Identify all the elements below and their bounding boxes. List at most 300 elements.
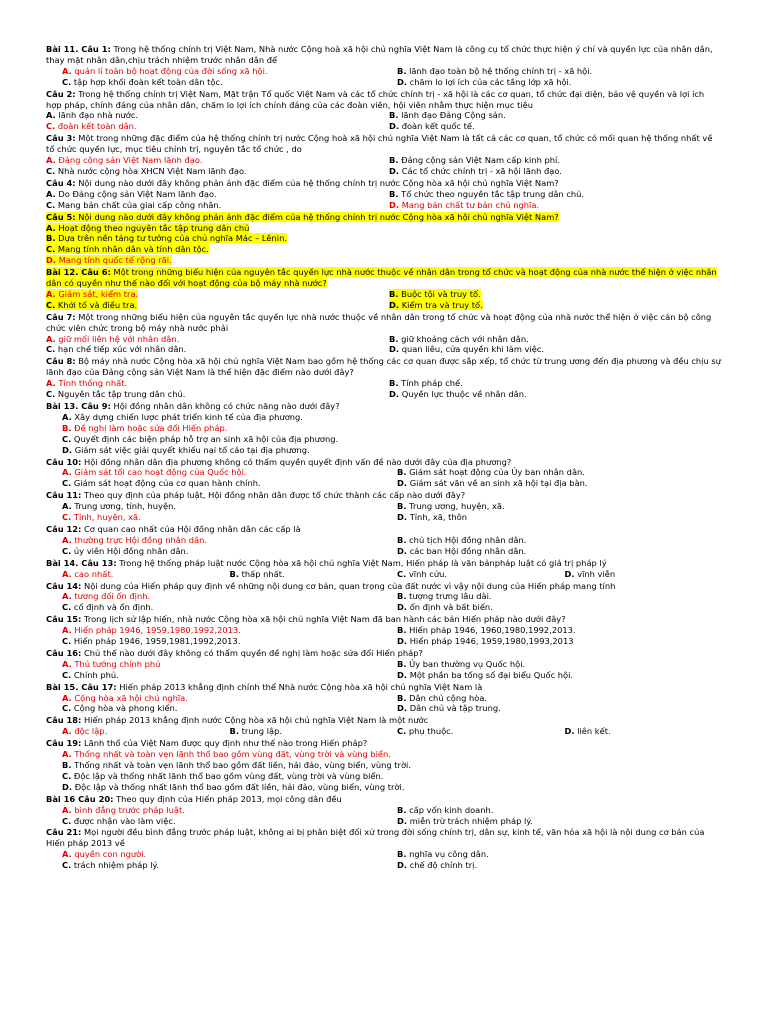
answer-option [62, 816, 387, 827]
question-text: Một trong những biểu hiện của nguyên tắc quyền lực nhà nước thuộc về nhân dân trong tổ chức và hoạt động của nhà nước thể hiện ở việc nhân dân có quyền như thế nào đối với hoạt động của bộ máy nhà nước? [46, 267, 717, 289]
option-letter: D. [389, 299, 400, 310]
answer-option [230, 569, 388, 580]
option-text: Thống nhất và toàn vẹn lãnh thổ bao gồm vùng đất, vùng trời và vùng biển. [74, 749, 391, 760]
option-text: Hiến pháp 1946, 1959,1981,1992,2013. [73, 636, 241, 647]
option-text: Mang bản chất tư bản chủ nghĩa. [401, 199, 540, 210]
answer-option [389, 378, 722, 389]
option-letter: D. [564, 568, 575, 579]
question-number: Bài 12. Câu 6: [46, 267, 111, 278]
answer-option [46, 389, 379, 400]
option-text: Thủ tướng chính phủ [74, 658, 161, 669]
option-letter: D. [46, 255, 57, 266]
option-text: đoàn kết toàn dân. [57, 121, 137, 132]
answer-options [46, 625, 722, 647]
option-text: miễn trừ trách nhiệm pháp lý. [409, 815, 533, 826]
answer-option [62, 782, 722, 793]
answer-option [62, 693, 387, 704]
question-number: Câu 3: [46, 133, 76, 144]
option-text: cấp vốn kinh doanh. [409, 804, 494, 815]
option-letter: A. [62, 692, 72, 703]
option-text: Tính thống nhất. [58, 378, 128, 389]
answer-options [46, 155, 722, 177]
option-letter: A. [62, 591, 72, 602]
question-b13c9 [46, 401, 722, 456]
answer-option [46, 255, 722, 266]
option-text: Do Đảng cộng sản Việt Nam lãnh đạo. [58, 188, 217, 199]
option-text: Một phần ba tổng số đại biểu Quốc hội. [409, 669, 574, 680]
question-c10 [46, 457, 722, 490]
question-number: Câu 19: [46, 738, 82, 749]
answer-options [46, 334, 722, 356]
question-number: Câu 16: [46, 647, 82, 658]
option-text: quan liêu, cửa quyền khi làm việc. [401, 344, 545, 355]
answer-option [62, 434, 722, 445]
question-number: Câu 7: [46, 311, 76, 322]
option-letter: D. [389, 165, 400, 176]
option-text: Các tổ chức chính trị - xã hội lãnh đạo. [401, 165, 562, 176]
option-text: Xây dựng chiến lược phát triển kinh tế của địa phương. [74, 411, 303, 422]
answer-option [62, 569, 220, 580]
question-text: Lãnh thổ của Việt Nam được quy định như thế nào trong Hiến pháp? [81, 738, 368, 749]
answer-option [62, 535, 387, 546]
option-text: Giám sát hoạt động của cơ quan hành chính. [73, 478, 261, 489]
option-letter: A. [46, 222, 56, 233]
option-text: chủ tịch Hội đồng nhân dân. [409, 534, 527, 545]
option-letter: A. [62, 658, 72, 669]
question-b14c13 [46, 558, 722, 580]
option-letter: B. [229, 726, 239, 737]
question-number: Câu 10: [46, 456, 82, 467]
question-number: Bài 16 Câu 20: [46, 793, 114, 804]
answer-option [46, 344, 379, 355]
option-letter: B. [229, 568, 239, 579]
answer-option [397, 860, 722, 871]
answer-options [46, 289, 722, 311]
question-text: Trong hệ thống pháp luật nước Cộng hòa xã hội chủ nghĩa Việt Nam, Hiến pháp là văn bảnpháp luật có giá trị pháp lý [116, 557, 607, 568]
option-letter: C. [46, 344, 56, 355]
question-c4 [46, 178, 722, 211]
question-stem [46, 648, 722, 659]
option-letter: D. [397, 545, 408, 556]
question-number: Câu 15: [46, 614, 82, 625]
question-number: Câu 2: [46, 88, 76, 99]
option-letter: D. [397, 860, 408, 871]
option-letter: D. [389, 389, 400, 400]
option-letter: B. [62, 422, 72, 433]
answer-option [389, 289, 722, 300]
question-c21 [46, 827, 722, 871]
option-text: ủy viên Hội đồng nhân dân. [73, 545, 189, 556]
option-text: Trung ương, tỉnh, huyện. [74, 501, 176, 512]
question-stem [46, 524, 722, 535]
option-letter: A. [62, 534, 72, 545]
question-stem [46, 827, 722, 849]
answer-option [397, 66, 722, 77]
option-text: Kiểm tra và truy tố. [401, 299, 483, 310]
option-letter: B. [397, 591, 407, 602]
option-text: Hiến pháp 1946, 1960,1980,1992,2013. [409, 625, 576, 636]
answer-options [46, 805, 722, 827]
question-text: Trong hệ thống chính trị Việt Nam, Nhà nước Cộng hoà xã hội chủ nghĩa Việt Nam là công cụ tổ chức thực hiện ý chí và quyền lực của nhân dân, thay mặt nhân dân,chịu trách nhiệm trước nhân dân để [46, 44, 713, 65]
option-text: tượng trưng lâu dài. [409, 591, 492, 602]
option-text: Mang tính nhân dân và tính dân tộc. [57, 244, 209, 255]
answer-option [46, 244, 722, 255]
answer-option [397, 77, 722, 88]
option-text: Trung ương, huyện, xã. [409, 501, 505, 512]
question-c14 [46, 581, 722, 614]
answer-option [62, 749, 722, 760]
question-stem [46, 44, 722, 66]
question-c19 [46, 738, 722, 793]
answer-option [397, 467, 722, 478]
option-letter: A. [62, 467, 72, 478]
question-text: Chủ thể nào dưới đây không có thẩm quyền đề nghị làm hoặc sửa đổi Hiến pháp? [81, 647, 423, 658]
answer-options [46, 412, 722, 456]
question-stem [46, 614, 722, 625]
answer-option [389, 200, 722, 211]
answer-options [46, 110, 722, 132]
answer-option [397, 659, 722, 670]
question-c12 [46, 524, 722, 557]
answer-option [389, 389, 722, 400]
option-letter: D. [397, 602, 408, 613]
option-text: trung lập. [241, 726, 283, 737]
option-text: Quyền lực thuộc về nhân dân. [401, 389, 527, 400]
option-letter: A. [46, 333, 56, 344]
option-letter: A. [46, 288, 56, 299]
answer-option [62, 423, 722, 434]
option-text: được nhận vào làm việc. [73, 815, 176, 826]
question-text: Một trong những đặc điểm của hệ thống chính trị nước Cộng hoà xã hội chủ nghĩa Việt Nam là tất cả các cơ quan, tổ chức có mối quan hệ thống nhất về tổ chức quyền lực, mục tiêu chính trị, nguyên tắc tổ chức , do [46, 133, 713, 155]
question-stem [46, 312, 722, 334]
question-c7 [46, 312, 722, 356]
option-letter: D. [397, 669, 408, 680]
question-number: Bài 14. Câu 13: [46, 557, 117, 568]
option-text: cao nhất. [74, 568, 114, 579]
option-text: quản lí toàn bộ hoạt động của đời sống xã hội. [74, 65, 268, 76]
answer-options [46, 659, 722, 681]
option-letter: C. [46, 244, 56, 255]
option-text: Dân chủ và tập trung. [409, 703, 501, 714]
answer-option [46, 289, 379, 300]
question-number: Câu 5: [46, 211, 76, 222]
question-number: Câu 14: [46, 580, 82, 591]
question-text: Nội dung nào dưới đây không phản ánh đặc điểm của hệ thống chính trị nước Cộng hòa xã hội chủ nghĩa Việt Nam? [75, 177, 559, 188]
option-text: Cộng hòa và phong kiến. [73, 703, 178, 714]
option-text: liên kết. [577, 726, 611, 737]
option-letter: D. [564, 726, 575, 737]
question-number: Bài 13. Câu 9: [46, 401, 111, 411]
answer-option [397, 693, 722, 704]
answer-option [62, 659, 387, 670]
answer-options [46, 66, 722, 88]
question-number: Câu 4: [46, 177, 76, 188]
option-letter: C. [397, 726, 407, 737]
answer-options [46, 726, 722, 737]
answer-option [46, 233, 722, 244]
question-text: Hội đồng nhân dân địa phương không có thẩm quyền quyết định vấn đề nào dưới đây của địa phương? [81, 456, 512, 467]
question-c2 [46, 89, 722, 133]
option-letter: C. [62, 770, 72, 781]
answer-option [397, 546, 722, 557]
option-letter: B. [397, 501, 407, 512]
option-letter: B. [397, 658, 407, 669]
answer-options [46, 693, 722, 715]
question-stem [46, 267, 722, 289]
option-text: đoàn kết quốc tế. [401, 121, 475, 132]
answer-option [62, 602, 387, 613]
answer-option [62, 467, 387, 478]
option-letter: C. [46, 389, 56, 400]
answer-option [389, 166, 722, 177]
answer-option [46, 378, 379, 389]
answer-options [46, 535, 722, 557]
answer-option [62, 625, 387, 636]
option-letter: C. [46, 121, 56, 132]
option-letter: B. [389, 110, 399, 121]
option-text: bình đẳng trước pháp luật. [74, 804, 185, 815]
answer-option [62, 849, 387, 860]
option-letter: C. [62, 669, 72, 680]
option-letter: A. [62, 65, 72, 76]
option-text: Nhà nước cộng hòa XHCN Việt Nam lãnh đạo. [57, 165, 247, 176]
answer-options [46, 223, 722, 267]
option-text: ổn định và bất biến. [409, 602, 493, 613]
answer-option [62, 860, 387, 871]
answer-option [46, 121, 379, 132]
option-letter: A. [62, 411, 72, 422]
question-number: Câu 11: [46, 490, 82, 501]
question-text: Nội dung của Hiến pháp quy định về những nội dung cơ bản, quan trọng của đất nước vì vậy nội dung của Hiến pháp mang tính [81, 580, 616, 591]
answer-options [46, 467, 722, 489]
answer-option [397, 703, 722, 714]
option-letter: B. [397, 804, 407, 815]
answer-option [230, 726, 388, 737]
option-text: Dân chủ cộng hòa. [409, 692, 488, 703]
answer-options [46, 378, 722, 400]
answer-option [397, 569, 555, 580]
option-letter: B. [397, 534, 407, 545]
option-text: Cộng hòa xã hội chủ nghĩa. [74, 692, 188, 703]
option-letter: D. [62, 781, 73, 792]
question-text: Hiến pháp 2013 khẳng định nước Cộng hòa xã hội chủ nghĩa Việt Nam là một nước [81, 715, 429, 726]
option-text: vĩnh viễn [577, 568, 616, 579]
answer-option [397, 636, 722, 647]
option-text: Tỉnh, huyện, xã. [73, 512, 141, 523]
answer-option [397, 512, 722, 523]
answer-option [62, 546, 387, 557]
answer-option [46, 334, 379, 345]
question-stem [46, 401, 722, 412]
question-stem [46, 356, 722, 378]
question-stem [46, 558, 722, 569]
option-letter: C. [46, 199, 56, 210]
option-letter: C. [62, 860, 72, 871]
question-number: Câu 12: [46, 523, 82, 534]
option-text: Quyết định các biện pháp hỗ trợ an sinh xã hội của địa phương. [73, 433, 339, 444]
answer-option [62, 771, 722, 782]
option-letter: C. [46, 299, 56, 310]
answer-option [397, 726, 555, 737]
option-letter: D. [397, 478, 408, 489]
answer-option [46, 166, 379, 177]
option-letter: A. [46, 378, 56, 389]
question-text: Hội đồng nhân dân không có chức năng nào dưới đây? [110, 401, 340, 411]
answer-option [389, 110, 722, 121]
question-b11c1 [46, 44, 722, 88]
option-text: Chính phủ. [73, 669, 119, 680]
question-text: Mọi người đều bình đẳng trước pháp luật, không ai bị phân biệt đối xử trong đời sống chính trị, dân sự, kinh tế, văn hóa xã hội là nội dung cơ bản của Hiến pháp 2013 về [46, 827, 705, 849]
option-text: lãnh đạo Đảng Cộng sản. [401, 110, 506, 121]
question-stem [46, 457, 722, 468]
answer-option [62, 445, 722, 456]
option-letter: B. [397, 849, 407, 860]
option-text: phụ thuộc. [408, 726, 454, 737]
question-b16c20 [46, 794, 722, 827]
answer-option [62, 478, 387, 489]
option-text: Tỉnh, xã, thôn [409, 512, 467, 523]
option-text: Dựa trên nền tảng tư tưởng của chủ nghĩa Mác – Lênin. [58, 233, 287, 244]
option-text: chăm lo lợi ích của các tầng lớp xã hội. [409, 76, 572, 87]
question-stem [46, 715, 722, 726]
option-letter: D. [397, 636, 408, 647]
option-text: Thống nhất và toàn vẹn lãnh thổ bao gồm đất liền, hải đảo, vùng biển, vùng trời. [74, 760, 411, 770]
option-letter: D. [389, 121, 400, 132]
option-letter: B. [397, 65, 407, 76]
option-letter: B. [397, 692, 407, 703]
question-stem [46, 738, 722, 749]
option-letter: A. [46, 155, 56, 166]
option-text: Đảng cộng sản Việt Nam cấp kinh phí. [401, 155, 560, 166]
option-text: Giám sát văn về an sinh xã hội tại địa bàn. [409, 478, 588, 489]
answer-option [46, 300, 379, 311]
answer-option [389, 189, 722, 200]
answer-option [565, 726, 723, 737]
answer-option [62, 760, 722, 771]
answer-option [565, 569, 723, 580]
question-number: Bài 11. Câu 1: [46, 44, 111, 54]
option-letter: C. [62, 76, 72, 87]
option-letter: A. [62, 804, 72, 815]
question-stem [46, 682, 722, 693]
option-letter: D. [397, 76, 408, 87]
question-number: Câu 18: [46, 715, 82, 726]
question-stem [46, 178, 722, 189]
answer-option [62, 412, 722, 423]
option-text: giữ khoảng cách với nhân dân. [401, 333, 529, 344]
option-text: Tính pháp chế. [401, 378, 463, 389]
question-stem [46, 581, 722, 592]
option-letter: C. [46, 165, 56, 176]
option-letter: B. [389, 188, 399, 199]
option-letter: C. [62, 703, 72, 714]
answer-options [46, 849, 722, 871]
option-text: Nguyên tắc tập trung dân chủ. [57, 389, 186, 400]
question-b15c17 [46, 682, 722, 715]
option-text: chế độ chính trị. [409, 860, 478, 871]
option-letter: D. [397, 512, 408, 523]
answer-option [62, 77, 387, 88]
answer-option [397, 816, 722, 827]
answer-option [397, 501, 722, 512]
option-text: Mang bản chất của giai cấp công nhân. [57, 199, 222, 210]
option-text: độc lập. [74, 726, 108, 737]
option-text: trách nhiệm pháp lý. [73, 860, 159, 871]
option-letter: C. [62, 433, 72, 444]
answer-option [397, 478, 722, 489]
question-number: Câu 8: [46, 356, 76, 367]
option-text: hạn chế tiếp xúc với nhân dân. [57, 344, 187, 355]
question-c3 [46, 133, 722, 177]
option-letter: A. [62, 849, 72, 860]
question-c11 [46, 490, 722, 523]
answer-option [46, 110, 379, 121]
question-c15 [46, 614, 722, 647]
option-letter: A. [62, 501, 72, 512]
answer-option [46, 155, 379, 166]
option-text: Hiến pháp 1946, 1959,1980,1992,2013. [74, 625, 241, 636]
option-text: nghĩa vụ công dân. [409, 849, 489, 860]
option-letter: A. [46, 110, 56, 121]
question-stem [46, 490, 722, 501]
option-letter: C. [62, 512, 72, 523]
option-letter: B. [46, 233, 56, 244]
option-text: cố định và ổn định. [73, 602, 154, 613]
answer-options [46, 501, 722, 523]
answer-option [62, 670, 387, 681]
answer-options [46, 189, 722, 211]
question-c18 [46, 715, 722, 737]
answer-option [62, 501, 387, 512]
question-number: Câu 21: [46, 827, 82, 838]
option-letter: A. [62, 625, 72, 636]
option-text: các ban Hội đồng nhân dân. [409, 545, 527, 556]
answer-option [62, 591, 387, 602]
option-letter: D. [397, 703, 408, 714]
answer-option [62, 726, 220, 737]
option-letter: C. [62, 545, 72, 556]
option-text: Mang tính quốc tế rộng rãi. [58, 255, 172, 266]
option-text: lãnh đạo nhà nước. [58, 110, 139, 121]
option-text: giữ mối liên hệ với nhân dân. [58, 333, 180, 344]
question-text: Theo quy định của pháp luật, Hội đồng nhân dân được tổ chức thành các cấp nào dưới đây? [81, 490, 466, 501]
answer-options [46, 591, 722, 613]
option-text: Ủy ban thường vụ Quốc hội. [409, 658, 526, 669]
question-text: Bộ máy nhà nước Cộng hòa xã hội chủ nghĩa Việt Nam bao gồm hệ thống các cơ quan được sắp xếp, tổ chức từ trung ương đến địa phương và đều chịu sự lãnh đạo của Đảng cộng sản Việt Nam là thể hiện đặc điểm nào dưới đây? [46, 356, 721, 378]
answer-option [397, 591, 722, 602]
answer-option [397, 849, 722, 860]
answer-option [46, 200, 379, 211]
option-text: Độc lập và thống nhất lãnh thổ bao gồm đất liền, hải đảo, vùng biển, vùng trời. [74, 781, 405, 792]
question-text: Trong hệ thống chính trị Việt Nam, Mặt trận Tổ quốc Việt Nam và các tổ chức chính trị - xã hội là các cơ quan, tổ chức đại diện, bảo vệ quyền và lợi ích hợp pháp, chính đáng của nhân dân, chăm lo lợi ích chính đáng của các đoàn viên, hội viên nhằm thực hiện mục tiêu [46, 88, 705, 110]
option-letter: A. [62, 568, 72, 579]
question-text: Cơ quan cao nhất của Hội đồng nhân dân các cấp là [81, 523, 301, 534]
question-text: Hiến pháp 2013 khẳng định chính thể Nhà nước Cộng hòa xã hội chủ nghĩa Việt Nam là [116, 681, 483, 692]
answer-option [397, 625, 722, 636]
question-number: Bài 15. Câu 17: [46, 681, 117, 692]
option-letter: C. [62, 636, 72, 647]
option-letter: B. [389, 288, 399, 299]
question-stem [46, 133, 722, 155]
option-text: Khởi tố và điều tra. [57, 299, 138, 310]
option-text: thường trực Hội đồng nhân dân. [74, 534, 208, 545]
question-c8 [46, 356, 722, 400]
option-letter: D. [389, 344, 400, 355]
option-text: thấp nhất. [241, 568, 285, 579]
question-text: Theo quy định của Hiến pháp 2013, mọi công dân đều [113, 793, 342, 804]
question-stem [46, 794, 722, 805]
option-letter: A. [62, 726, 72, 737]
